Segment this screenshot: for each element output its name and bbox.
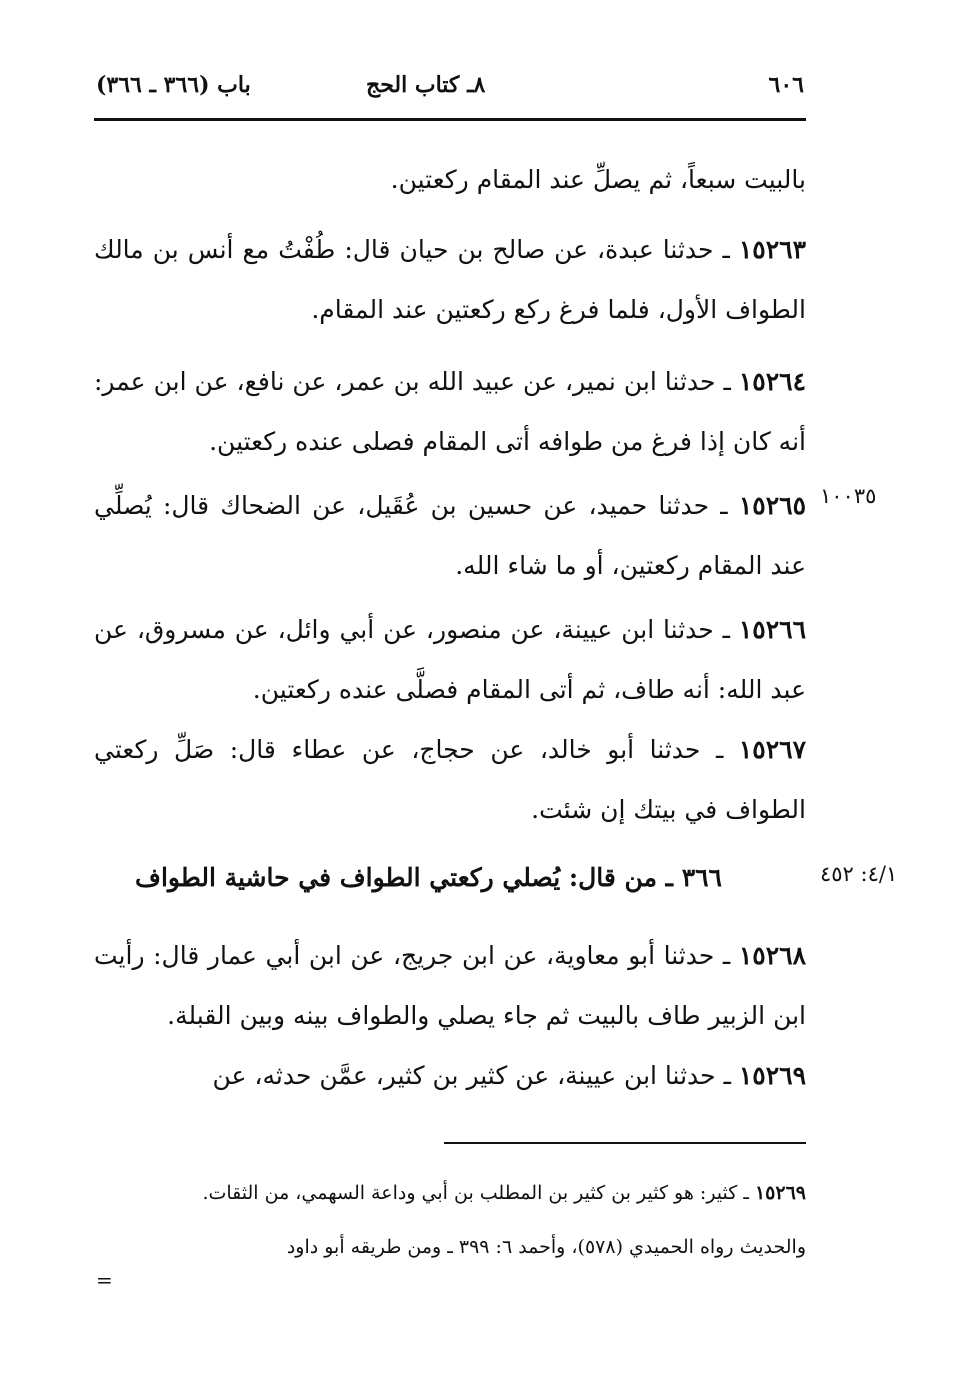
hadith-text: ـ حدثنا ابن نمير، عن عبيد الله بن عمر، عن نافع، عن ابن عمر: أنه كان إذا فرغ من طوافه أتى المقام فصلى عنده ركعتين. bbox=[94, 367, 806, 456]
page-number: ٦٠٦ bbox=[768, 72, 804, 98]
footnote-number: ١٥٢٦٩ bbox=[754, 1182, 806, 1204]
hadith-number: ١٥٢٦٧ bbox=[738, 735, 806, 764]
book-title: ٨ـ كتاب الحج bbox=[366, 72, 486, 98]
footnote-rule bbox=[444, 1142, 806, 1144]
hadith-text: ـ حدثنا أبو معاوية، عن ابن جريج، عن ابن أبي عمار قال: رأيت ابن الزبير طاف بالبيت ثم جاء يصلي والطواف بينه وبين القبلة. bbox=[94, 941, 806, 1030]
hadith-text: ـ حدثنا أبو خالد، عن حجاج، عن عطاء قال: صَلِّ ركعتي الطواف في بيتك إن شئت. bbox=[94, 735, 806, 824]
section-heading: ٣٦٦ ـ من قال: يُصلي ركعتي الطواف في حاشية الطواف bbox=[135, 863, 722, 892]
footnote-line bbox=[94, 1166, 806, 1220]
hadith-text: ـ حدثنا حميد، عن حسين بن عُقَيل، عن الضحاك قال: يُصلِّي عند المقام ركعتين، أو ما شاء الله. bbox=[94, 491, 806, 580]
paragraph-continuation bbox=[94, 150, 806, 210]
hadith-15263 bbox=[94, 220, 806, 340]
hadith-text: ـ حدثنا عبدة، عن صالح بن حيان قال: طُفْتُ مع أنس بن مالك الطواف الأول، فلما فرغ ركع ركعتين عند المقام. bbox=[94, 235, 806, 324]
hadith-number: ١٥٢٦٩ bbox=[738, 1061, 806, 1090]
page-header bbox=[94, 72, 806, 112]
hadith-15269 bbox=[94, 1046, 806, 1106]
hadith-15267 bbox=[94, 720, 806, 840]
hadith-15265 bbox=[94, 476, 806, 596]
continuation-mark: = bbox=[96, 1268, 113, 1292]
footnote-line bbox=[94, 1220, 806, 1274]
margin-reference: ١٠٠٣٥ bbox=[820, 484, 877, 508]
hadith-text: ـ حدثنا ابن عيينة، عن منصور، عن أبي وائل، عن مسروق، عن عبد الله: أنه طاف، ثم أتى المقام فصلَّى عنده ركعتين. bbox=[94, 615, 806, 704]
hadith-number: ١٥٢٦٣ bbox=[738, 235, 806, 264]
hadith-number: ١٥٢٦٨ bbox=[738, 941, 806, 970]
chapter-range: باب (٣٦٦ ـ ٣٦٦) bbox=[96, 72, 251, 98]
hadith-15264 bbox=[94, 352, 806, 472]
hadith-15266 bbox=[94, 600, 806, 720]
hadith-15268 bbox=[94, 926, 806, 1046]
footnote-text: والحديث رواه الحميدي (٥٧٨)، وأحمد ٦: ٣٩٩ ـ ومن طريقه أبو داود bbox=[286, 1236, 806, 1258]
margin-reference: ٤/١: ٤٥٢ bbox=[820, 862, 898, 886]
header-rule bbox=[94, 118, 806, 121]
hadith-text: ـ حدثنا ابن عيينة، عن كثير بن كثير، عمَّن حدثه، عن bbox=[212, 1061, 739, 1090]
paragraph-text: بالبيت سبعاً، ثم يصلِّ عند المقام ركعتين. bbox=[390, 165, 806, 194]
footnote-text: ـ كثير: هو كثير بن كثير بن المطلب بن أبي وداعة السهمي، من الثقات. bbox=[202, 1182, 755, 1204]
hadith-number: ١٥٢٦٦ bbox=[738, 615, 806, 644]
hadith-number: ١٥٢٦٥ bbox=[738, 491, 806, 520]
hadith-number: ١٥٢٦٤ bbox=[738, 367, 806, 396]
